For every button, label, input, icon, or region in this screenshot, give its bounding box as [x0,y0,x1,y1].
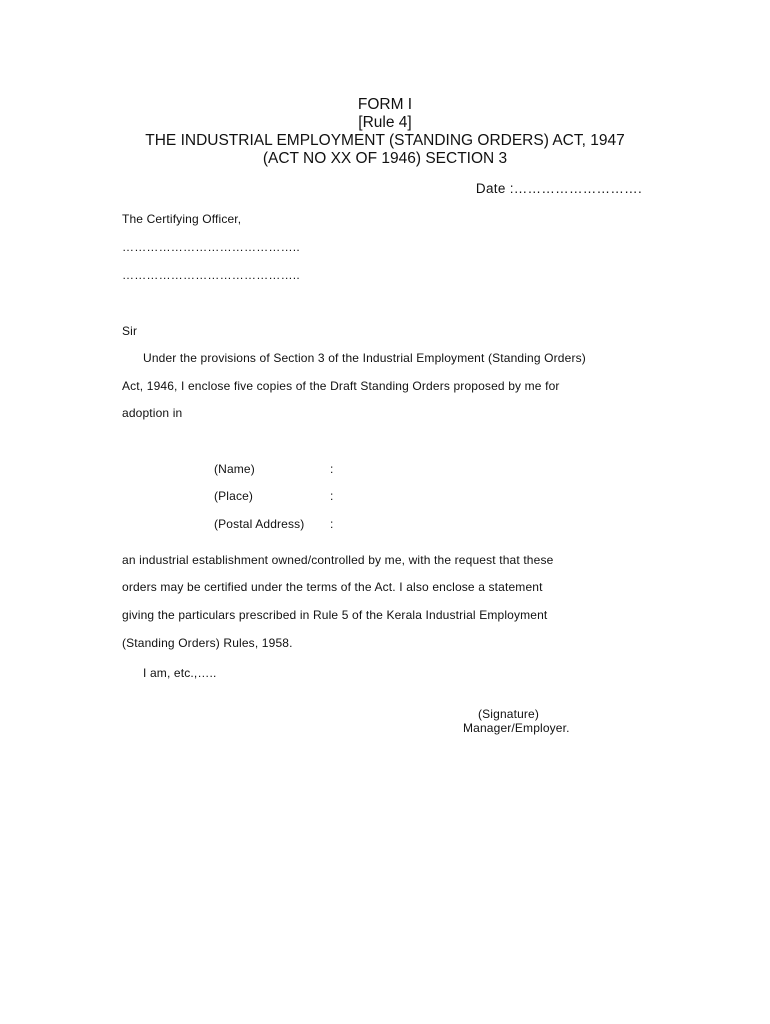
body-paragraph-2-line-4: (Standing Orders) Rules, 1958. [122,636,293,650]
closing-line: I am, etc.,….. [143,666,217,680]
field-name-label: (Name) [214,462,255,476]
form-rule: [Rule 4] [358,114,412,131]
signature-label: (Signature) [478,707,540,721]
addressee-line-1: …………………………………….. [122,240,300,254]
act-subtitle: (ACT NO XX OF 1946) SECTION 3 [262,150,508,167]
body-paragraph-1-line-1: Under the provisions of Section 3 of the Industrial Employment (Standing Orders) [143,351,586,365]
field-name-separator: : [330,462,334,476]
date-line: Date :………………………. [475,181,642,196]
addressee-label: The Certifying Officer, [122,212,242,226]
form-title: FORM I [357,96,413,113]
field-place-label: (Place) [214,489,254,503]
body-paragraph-2-line-1: an industrial establishment owned/controlled by me, with the request that these [122,553,554,567]
body-paragraph-2-line-3: giving the particulars prescribed in Rule 5 of the Kerala Industrial Employment [122,608,548,622]
field-postal-address-separator: : [330,517,334,531]
salutation: Sir [122,324,138,338]
body-paragraph-1-line-2: Act, 1946, I enclose five copies of the Draft Standing Orders proposed by me for [122,379,560,393]
body-paragraph-2-line-2: orders may be certified under the terms of the Act. I also enclose a statement [122,580,543,594]
body-paragraph-1-line-3: adoption in [122,406,183,420]
field-place-separator: : [330,489,334,503]
field-postal-address-label: (Postal Address) [214,517,305,531]
act-title: THE INDUSTRIAL EMPLOYMENT (STANDING ORDERS) ACT, 1947 [145,132,625,149]
signature-role: Manager/Employer. [463,721,570,735]
addressee-line-2: …………………………………….. [122,268,300,282]
